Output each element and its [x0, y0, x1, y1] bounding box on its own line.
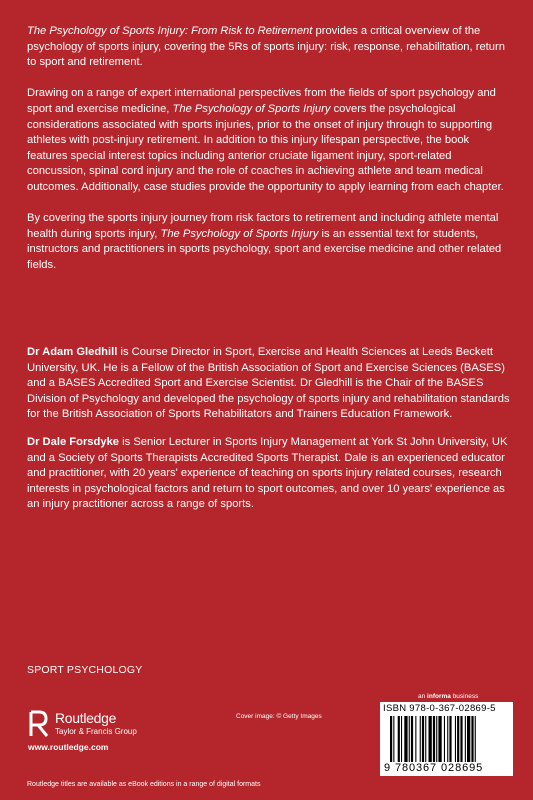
routledge-logo-icon — [28, 710, 50, 738]
author-bios — [27, 345, 511, 525]
barcode-digits: 9 780367 028695 — [384, 762, 484, 774]
author-name: Dr Dale Forsdyke — [27, 435, 120, 448]
book-description — [27, 24, 509, 289]
publisher-website: www.routledge.com — [28, 742, 109, 752]
author-bio-1: Dr Adam Gledhill is Course Director in Sport, Exercise and Health Sciences at Leeds Beckett University, UK. He is a Fellow of the British Association of Sport and Exercise Sciences (BASES) and a BASES Accredited Sport and Exercise Scientist. Dr Gledhill is the Chair of the BASES Division of Psychology and developed the psychology of sports injury and rehabilitation standards for the British Association of Sports Rehabilitators and Trainers Education Framework. — [27, 346, 510, 421]
description-paragraph-1: The Psychology of Sports Injury: From Risk to Retirement provides a critical overview of the psychology of sports injury, covering the 5Rs of sports injury: risk, response, rehabilitation, return to sport and retirement. — [27, 25, 505, 69]
author-bio-2: Dr Dale Forsdyke is Senior Lecturer in Sports Injury Management at York St John University, UK and a Society of Sports Therapists Accredited Sports Therapist. Dale is an experienced educator and practitioner, with 20 years' experience of teaching on sports injury related courses, research interests in psychological factors and return to sport outcomes, and over 10 years' experience as an injury practitioner across a range of sports. — [27, 435, 508, 511]
description-paragraph-3: By covering the sports injury journey from risk factors to retirement and including athlete mental health during sports injury, The Psychology of Sports Injury is an essential text for students, instructors and practitioners in sports psychology, sport and exercise medicine and other related fields. — [27, 212, 502, 271]
barcode-icon — [390, 716, 506, 762]
book-title-italic: The Psychology of Sports Injury — [172, 102, 331, 115]
author-name: Dr Adam Gledhill — [27, 346, 118, 358]
publisher-name: Routledge — [55, 710, 117, 726]
ebook-footnote: Routledge titles are available as eBook editions in a range of digital formats — [27, 781, 261, 788]
publisher-group: Taylor & Francis Group — [55, 727, 137, 736]
book-title-italic: The Psychology of Sports Injury: From Risk to Retirement — [27, 25, 313, 37]
description-paragraph-2: Drawing on a range of expert international perspectives from the fields of sport psychology and sport and exercise medicine, The Psychology of Sports Injury covers the psychological considerations associated with sports injuries, prior to the onset of injury through to supporting athletes with post-injury retirement. In addition to this injury lifespan perspective, the book features special interest topics including anterior cruciate ligament injury, sport-related concussion, spinal cord injury and the role of coaches in achieving athlete and team medical outcomes. Additionally, case studies provide the opportunity to apply learning from each chapter. — [27, 87, 504, 193]
barcode-box — [380, 702, 513, 776]
isbn-number: ISBN 978-0-367-02869-5 — [383, 703, 496, 714]
book-title-italic: The Psychology of Sports Injury — [160, 227, 319, 240]
subject-category: SPORT PSYCHOLOGY — [27, 664, 143, 676]
informa-business-label: an informa business — [418, 693, 479, 700]
publisher-logo — [28, 708, 178, 742]
cover-image-credit: Cover image: © Getty Images — [236, 713, 322, 720]
